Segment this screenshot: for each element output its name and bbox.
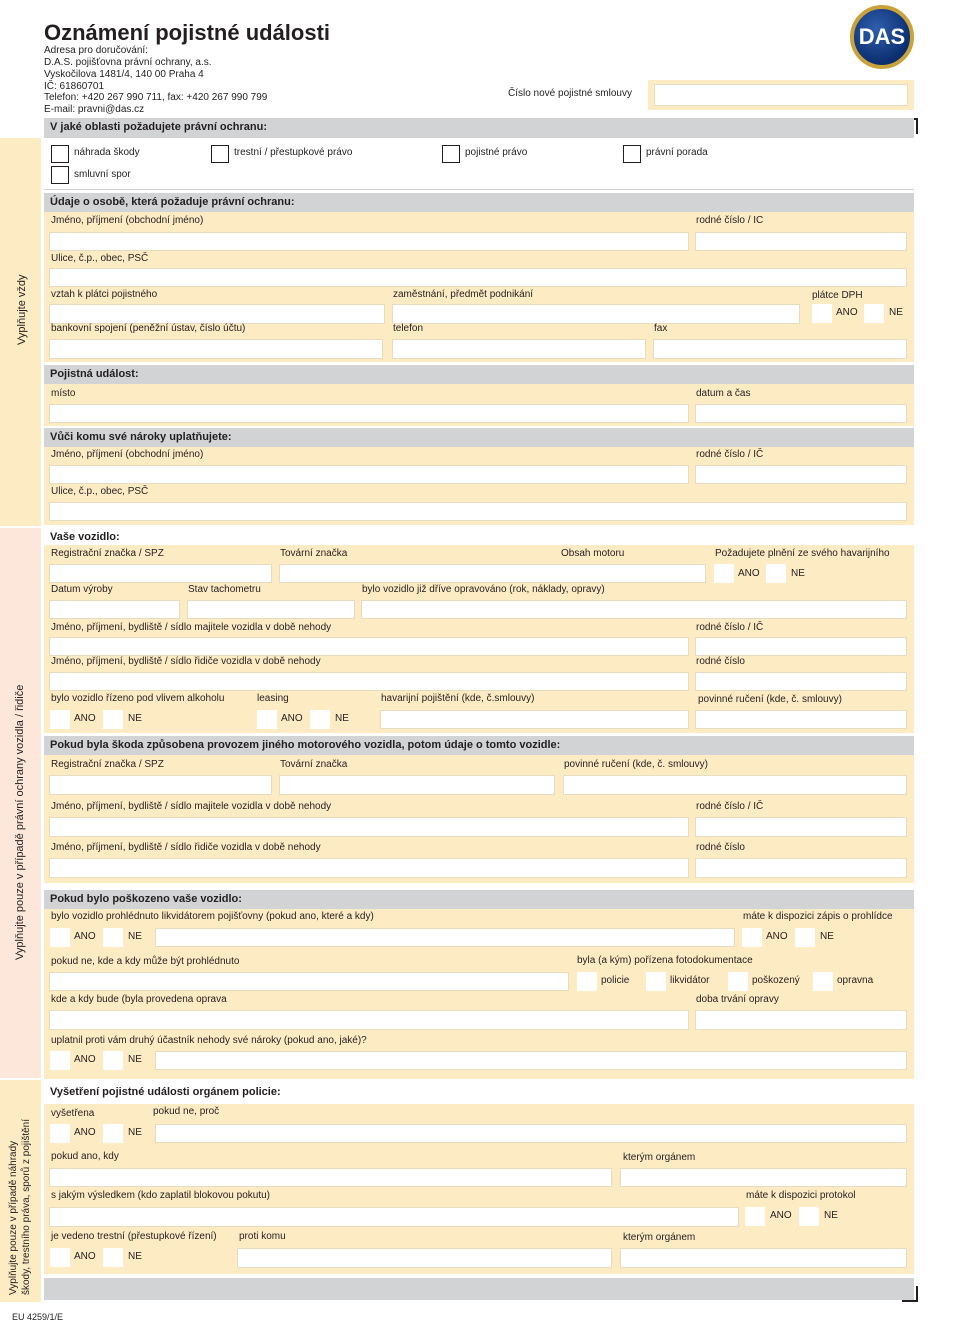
alcohol-no-label: NE (128, 713, 142, 724)
address-line: D.A.S. pojišťovna právní ochrany, a.s. (44, 57, 212, 68)
field-label: vztah k plátci pojistného (51, 289, 158, 300)
other-owner-field[interactable] (49, 817, 689, 837)
make-field[interactable] (279, 564, 706, 583)
other-driver-field[interactable] (49, 858, 689, 878)
field-label: místo (51, 388, 76, 399)
section-event: Pojistná událost: (44, 365, 914, 384)
investigated-no-label: NE (128, 1127, 142, 1138)
vat-yes-label: ANO (836, 307, 858, 318)
field-label: pokud ne, kde a kdy může být prohlédnuto (51, 956, 240, 967)
photo-option-label: poškozený (752, 975, 800, 986)
vat-yes-checkbox[interactable] (812, 304, 832, 323)
option-label: pojistné právo (465, 147, 528, 158)
record-no-label: NE (820, 931, 834, 942)
checkbox-legal-advice[interactable] (623, 145, 641, 163)
contract-number-field[interactable] (654, 84, 908, 106)
section-applicant: Údaje o osobě, která požaduje právní ochranu: (44, 193, 914, 212)
side-label-insurance-2: škody, trestního práva, sporů z pojištění (21, 1118, 32, 1295)
event-place-field[interactable] (49, 404, 689, 423)
photo-option-label: opravna (837, 975, 874, 986)
form-code: EU 4259/1/E (12, 1312, 64, 1322)
option-label: smluvní spor (74, 169, 131, 180)
protocol-no-checkbox[interactable] (799, 1207, 819, 1226)
corner-mark (902, 1286, 918, 1302)
protocol-yes-label: ANO (770, 1210, 792, 1221)
option-label: trestní / přestupkové právo (234, 147, 353, 158)
section-claim-against: Vůči komu své nároky uplatňujete: (44, 428, 914, 447)
inspection-place-field[interactable] (49, 972, 569, 991)
photo-option-label: policie (601, 975, 630, 986)
field-label: fax (654, 323, 668, 334)
field-label: povinné ručení (kde, č. smlouvy) (698, 694, 842, 705)
leasing-no-label: NE (335, 713, 349, 724)
field-label: Jméno, příjmení (obchodní jméno) (51, 215, 204, 226)
checkbox-contract-dispute[interactable] (51, 166, 69, 184)
claims-yes-label: ANO (74, 1054, 96, 1065)
plate-field[interactable] (49, 564, 272, 583)
das-logo (850, 5, 914, 69)
fax-field[interactable] (653, 339, 907, 359)
field-label: uplatnil proti vám druhý účastník nehody své nároky (pokud ano, jaké)? (51, 1035, 367, 1046)
photo-victim-checkbox[interactable] (728, 972, 748, 991)
field-label: Jméno, příjmení, bydliště / sídlo majitele vozidla v době nehody (51, 801, 332, 812)
field-label: kterým orgánem (623, 1152, 696, 1163)
applicant-address-field[interactable] (49, 268, 907, 287)
vat-no-checkbox[interactable] (864, 304, 884, 323)
logo-text: DAS (858, 24, 906, 49)
casco-yes-label: ANO (738, 568, 760, 579)
repair-place-field[interactable] (49, 1010, 689, 1030)
field-label: byla (a kým) pořízena fotodokumentace (577, 955, 753, 966)
other-driver-id-field[interactable] (695, 858, 907, 878)
leasing-no-checkbox[interactable] (310, 710, 330, 729)
casco-no-checkbox[interactable] (766, 564, 786, 583)
photo-option-label: likvidátor (670, 975, 710, 986)
proceeding-authority-field[interactable] (620, 1248, 907, 1268)
driver-id-field[interactable] (695, 672, 907, 691)
field-label: s jakým výsledkem (kdo zaplatil blokovou pokutu) (51, 1190, 270, 1201)
inspected-yes-label: ANO (74, 931, 96, 942)
address-line: Telefon: +420 267 990 711, fax: +420 267 990 799 (44, 92, 268, 103)
side-label-insurance-1: Vyplňujte pouze v případě náhrady (8, 1140, 19, 1295)
repair-duration-field[interactable] (695, 1010, 907, 1030)
section-vehicle-damage: Pokud bylo poškozeno vaše vozidlo: (44, 890, 914, 909)
inspected-no-label: NE (128, 931, 142, 942)
field-label: kterým orgánem (623, 1232, 696, 1243)
field-label: máte k dispozici protokol (746, 1190, 856, 1201)
vat-no-label: NE (889, 307, 903, 318)
proceeding-yes-label: ANO (74, 1251, 96, 1262)
counterparty-name-field[interactable] (49, 465, 689, 484)
record-yes-checkbox[interactable] (742, 928, 762, 947)
legal-area-body (44, 138, 914, 190)
contract-number-label: Číslo nové pojistné smlouvy (508, 88, 632, 99)
alcohol-no-checkbox[interactable] (103, 710, 123, 729)
other-plate-field[interactable] (49, 775, 272, 795)
field-label: Registrační značka / SPZ (51, 548, 164, 559)
alcohol-yes-label: ANO (74, 713, 96, 724)
field-label: Datum výroby (51, 584, 113, 595)
field-label: Ulice, č.p., obec, PSČ (51, 253, 149, 264)
field-label: Tovární značka (280, 548, 348, 559)
field-label: je vedeno trestní (přestupkové řízení) (51, 1231, 217, 1242)
field-label: Tovární značka (280, 759, 348, 770)
bottom-band (44, 1278, 914, 1300)
claims-no-label: NE (128, 1054, 142, 1065)
authority-field[interactable] (620, 1168, 907, 1187)
field-label: povinné ručení (kde, č. smlouvy) (564, 759, 708, 770)
counterparty-address-field[interactable] (49, 502, 907, 521)
investigated-yes-label: ANO (74, 1127, 96, 1138)
claims-no-checkbox[interactable] (103, 1051, 123, 1070)
other-make-field[interactable] (279, 775, 555, 795)
section-other-vehicle: Pokud byla škoda způsobena provozem jiného motorového vozidla, potom údaje o tomto vozidle: (44, 736, 914, 755)
casco-no-label: NE (791, 568, 805, 579)
field-label: zaměstnání, předmět podnikání (393, 289, 534, 300)
investigated-no-checkbox[interactable] (103, 1124, 123, 1143)
field-label: máte k dispozici zápis o prohlídce (743, 911, 893, 922)
liability-policy-field[interactable] (695, 710, 907, 729)
field-label: leasing (257, 693, 289, 704)
proceeding-no-checkbox[interactable] (103, 1248, 123, 1267)
section-police: Vyšetření pojistné události orgánem policie: (44, 1083, 914, 1102)
photo-garage-checkbox[interactable] (813, 972, 833, 991)
field-label: doba trvání opravy (696, 994, 779, 1005)
field-label: rodné číslo (696, 842, 745, 853)
other-liability-field[interactable] (563, 775, 907, 795)
field-label: Jméno, příjmení (obchodní jméno) (51, 449, 204, 460)
driver-field[interactable] (49, 672, 689, 691)
field-label: proti komu (239, 1231, 286, 1242)
odometer-field[interactable] (187, 600, 355, 619)
field-label: rodné číslo / IČ (696, 449, 764, 460)
event-date-field[interactable] (695, 404, 907, 423)
bank-field[interactable] (49, 339, 383, 359)
casco-policy-field[interactable] (380, 710, 689, 729)
address-line: Adresa pro doručování: (44, 45, 148, 56)
checkbox-damages[interactable] (51, 145, 69, 163)
field-label: Stav tachometru (188, 584, 261, 595)
previous-repairs-field[interactable] (361, 600, 907, 619)
field-label: datum a čas (696, 388, 751, 399)
field-label: havarijní pojištění (kde, č.smlouvy) (381, 693, 535, 704)
owner-id-field[interactable] (695, 637, 907, 656)
field-label: kde a kdy bude (byla provedena oprava (51, 994, 227, 1005)
applicant-name-field[interactable] (49, 232, 689, 251)
section-legal-area: V jaké oblasti požadujete právní ochranu: (44, 118, 914, 138)
field-label: Jméno, příjmení, bydliště / sídlo řidiče vozidla v době nehody (51, 842, 321, 853)
phone-field[interactable] (392, 339, 646, 359)
side-label-always: Vyplňujte vždy (16, 274, 28, 345)
field-label: bankovní spojení (peněžní ústav, číslo účtu) (51, 323, 246, 334)
counterparty-id-field[interactable] (695, 465, 907, 484)
claims-detail-field[interactable] (155, 1051, 907, 1070)
field-label: Registrační značka / SPZ (51, 759, 164, 770)
year-field[interactable] (49, 600, 180, 619)
field-label: pokud ne, proč (153, 1106, 220, 1117)
field-label: Ulice, č.p., obec, PSČ (51, 486, 149, 497)
field-label: rodné číslo (696, 656, 745, 667)
relation-field[interactable] (49, 304, 385, 324)
not-investigated-reason-field[interactable] (155, 1124, 907, 1143)
owner-field[interactable] (49, 637, 689, 656)
record-yes-label: ANO (766, 931, 788, 942)
result-field[interactable] (49, 1207, 739, 1227)
field-label: vyšetřena (51, 1108, 95, 1119)
other-owner-id-field[interactable] (695, 817, 907, 837)
field-label: bylo vozidlo prohlédnuto likvidátorem pojišťovny (pokud ano, které a kdy) (51, 911, 374, 922)
casco-yes-checkbox[interactable] (714, 564, 734, 583)
field-label: Požadujete plnění ze svého havarijního (715, 548, 890, 559)
investigated-yes-checkbox[interactable] (50, 1124, 70, 1143)
claims-yes-checkbox[interactable] (50, 1051, 70, 1070)
address-line: IČ: 61860701 (44, 81, 105, 92)
photo-adjuster-checkbox[interactable] (646, 972, 666, 991)
section-your-vehicle: Vaše vozidlo: (44, 528, 914, 547)
protocol-no-label: NE (824, 1210, 838, 1221)
leasing-yes-label: ANO (281, 713, 303, 724)
field-label: Jméno, příjmení, bydliště / sídlo řidiče vozidla v době nehody (51, 656, 321, 667)
address-line: Vyskočilova 1481/4, 140 00 Praha 4 (44, 69, 204, 80)
checkbox-criminal[interactable] (211, 145, 229, 163)
applicant-id-field[interactable] (695, 232, 907, 251)
field-label: Obsah motoru (561, 548, 625, 559)
inspection-detail-field[interactable] (155, 928, 735, 947)
field-label: telefon (393, 323, 424, 334)
field-label: Jméno, příjmení, bydliště / sídlo majitele vozidla v době nehody (51, 622, 332, 633)
option-label: právní porada (646, 147, 708, 158)
inspected-no-checkbox[interactable] (103, 928, 123, 947)
field-label: bylo vozidlo již dříve opravováno (rok, náklady, opravy) (362, 584, 605, 595)
photo-police-checkbox[interactable] (577, 972, 597, 991)
field-label: rodné číslo / IC (696, 215, 764, 226)
field-label: rodné číslo / IČ (696, 801, 764, 812)
against-whom-field[interactable] (237, 1248, 612, 1268)
field-label: bylo vozidlo řízeno pod vlivem alkoholu (51, 693, 225, 704)
address-line: E-mail: pravni@das.cz (44, 104, 145, 115)
page-title: Oznámení pojistné události (44, 20, 331, 45)
side-label-vehicle: Vyplňujte pouze v případě právní ochrany vozidla / řidiče (14, 684, 26, 960)
occupation-field[interactable] (392, 304, 800, 324)
investigation-date-field[interactable] (49, 1168, 612, 1187)
checkbox-insurance-law[interactable] (442, 145, 460, 163)
alcohol-yes-checkbox[interactable] (50, 710, 70, 729)
proceeding-yes-checkbox[interactable] (50, 1248, 70, 1267)
option-label: náhrada škody (74, 147, 140, 158)
field-label: plátce DPH (812, 290, 863, 301)
field-label: rodné číslo / IČ (696, 622, 764, 633)
inspected-yes-checkbox[interactable] (50, 928, 70, 947)
leasing-yes-checkbox[interactable] (257, 710, 277, 729)
proceeding-no-label: NE (128, 1251, 142, 1262)
field-label: pokud ano, kdy (51, 1151, 119, 1162)
protocol-yes-checkbox[interactable] (745, 1207, 765, 1226)
record-no-checkbox[interactable] (795, 928, 815, 947)
